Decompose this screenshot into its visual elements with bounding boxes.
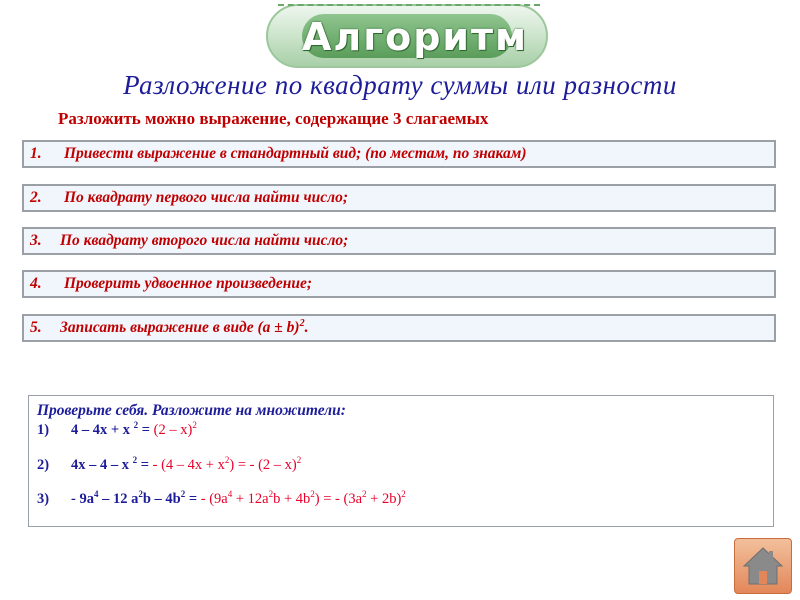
exercise-question: 4 – 4x + x bbox=[71, 422, 134, 438]
exercise-answer: - (4 – 4x + x bbox=[152, 457, 225, 473]
self-check-title: Проверьте себя. Разложите на множители: bbox=[37, 402, 346, 419]
lead-text: Разложить можно выражение, содержащие 3 слагаемых bbox=[58, 109, 489, 128]
exercise-answer: (2 – x) bbox=[153, 422, 193, 438]
step-4 bbox=[22, 270, 776, 298]
step-number: 2. bbox=[30, 189, 42, 206]
step-text-end: . bbox=[304, 319, 309, 336]
step-number: 4. bbox=[30, 275, 42, 292]
exercise-equals: = bbox=[137, 457, 153, 473]
exercise-answer-exponent: 2 bbox=[296, 455, 302, 466]
step-5 bbox=[22, 314, 776, 342]
exercise-question-cont: – 12 a bbox=[98, 491, 139, 507]
exercise-answer-cont: ) = - (3a bbox=[314, 491, 363, 507]
step-text: Проверить удвоенное произведение; bbox=[64, 275, 312, 292]
exercise-answer: - (9a bbox=[200, 491, 228, 507]
banner-plate bbox=[302, 14, 529, 59]
step-text: Привести выражение в стандартный вид; (по местам, по знакам) bbox=[64, 145, 527, 162]
exercise-exponent: 2 bbox=[180, 489, 186, 500]
step-3 bbox=[22, 227, 776, 255]
exercise-number: 1) bbox=[37, 422, 50, 438]
step-number: 1. bbox=[30, 145, 42, 162]
exercise-answer-cont: ) = - (2 – x) bbox=[229, 457, 297, 473]
exercise-answer-exponent: 2 bbox=[192, 420, 197, 431]
exercise-row-2 bbox=[37, 457, 301, 474]
exercise-answer-exponent: 2 bbox=[401, 489, 406, 500]
exercise-exponent: 2 bbox=[132, 455, 138, 466]
exercise-exponent: 2 bbox=[138, 489, 143, 500]
exercise-answer-exponent: 2 bbox=[268, 489, 274, 500]
step-number: 5. bbox=[30, 319, 42, 336]
exercise-row-3 bbox=[37, 491, 406, 508]
exercise-answer-cont: b + 4b bbox=[273, 491, 311, 507]
banner-title: Алгоритм bbox=[302, 15, 529, 59]
exercise-answer-cont: + 2b) bbox=[366, 491, 402, 507]
step-2 bbox=[22, 184, 776, 212]
step-text: По квадрату второго числа найти число; bbox=[60, 232, 349, 249]
slide-subtitle: Разложение по квадрату суммы или разности bbox=[123, 70, 677, 100]
exercise-number: 2) bbox=[37, 457, 50, 473]
exercise-answer-exponent: 2 bbox=[224, 455, 230, 466]
step-text: По квадрату первого числа найти число; bbox=[64, 189, 349, 206]
exercise-question: 4x – 4 – x bbox=[71, 457, 133, 473]
title-banner bbox=[266, 4, 548, 68]
home-icon bbox=[735, 539, 791, 593]
step-text: Записать выражение в виде (a ± b) bbox=[60, 319, 300, 336]
exercise-answer-exponent: 4 bbox=[227, 489, 233, 500]
exercise-answer-exponent: 2 bbox=[310, 489, 315, 500]
exercise-row-1 bbox=[37, 422, 197, 439]
self-check-box bbox=[28, 395, 774, 527]
exercise-question-cont: b – 4b bbox=[142, 491, 181, 507]
exercise-equals: = bbox=[185, 491, 201, 507]
exercise-equals: = bbox=[138, 422, 154, 438]
exercise-question: - 9a bbox=[71, 491, 94, 507]
step-1 bbox=[22, 140, 776, 168]
step-superscript: 2 bbox=[299, 317, 305, 329]
exercise-answer-exponent: 2 bbox=[362, 489, 367, 500]
exercise-answer-cont: + 12a bbox=[232, 491, 269, 507]
exercise-number: 3) bbox=[37, 491, 50, 507]
exercise-exponent: 4 bbox=[93, 489, 99, 500]
step-number: 3. bbox=[30, 232, 42, 249]
home-button[interactable] bbox=[734, 538, 792, 594]
exercise-exponent: 2 bbox=[133, 420, 139, 431]
